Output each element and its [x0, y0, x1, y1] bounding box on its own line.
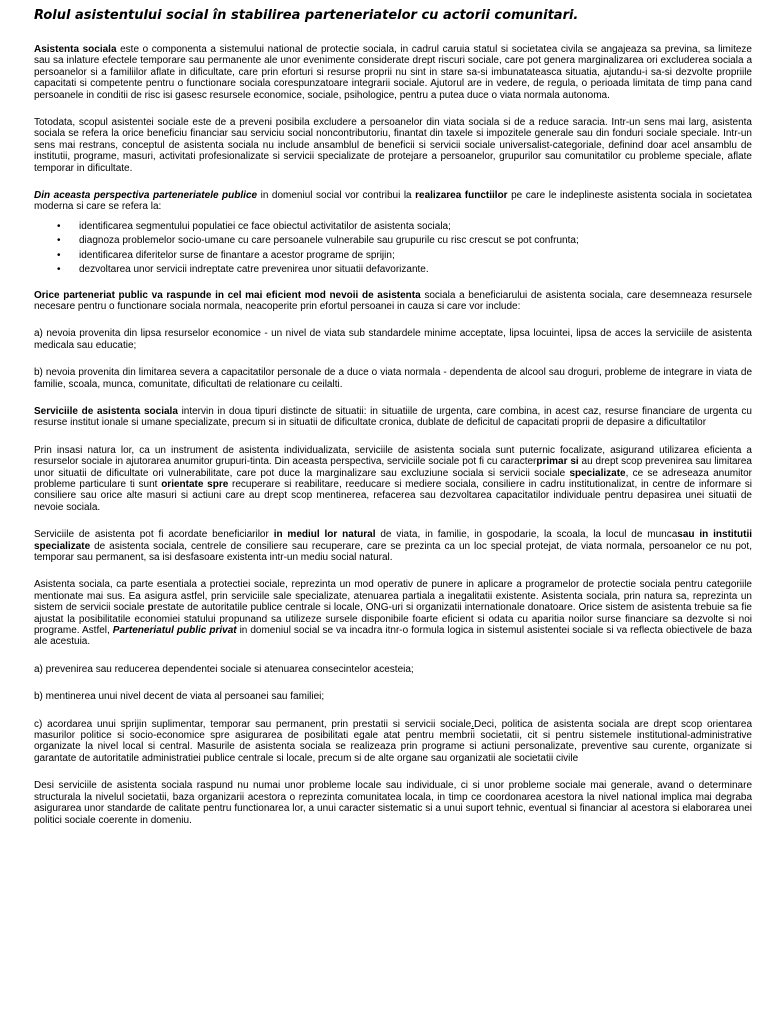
document-title: Rolul asistentului social în stabilirea parteneriatelor cu actorii comunitari.: [34, 8, 579, 23]
bullet-icon: •: [57, 249, 61, 261]
list-item: • dezvoltarea unor servicii indreptate catre prevenirea unor situatii defavorizante.: [57, 264, 429, 276]
list-item: • identificarea segmentului populatiei ce face obiectul activitatilor de asistenta sociala;: [57, 220, 451, 232]
paragraph-objective-b: b) mentinerea unui nivel decent de viata al persoanei sau familiei;: [34, 691, 325, 703]
paragraph-scope: Totodata, scopul asistentei sociale este de a preveni posibila excludere a persoanelor din viata sociala si de a reduce saracia. Intr-un sens mai larg, asistenta sociala se refera la orice beneficiu financiar sau serviciu social noncontributoriu, finantat din taxele si impozitele generale sau din fonduri sociale speciale. Intr-un sens mai restrans, conceptul de asistenta sociala nu include ansamblul de beneficii si servicii sociale universalist-categoriale, definind doar acel ansamblu de institutii, programe, masuri, activitati profesionalizate si servicii specializate de protejare a persoanelor, grupurilor sau comunitatilor cu probleme speciale, aflate temporar in dificultate.: [34, 117, 752, 174]
functions-list: [34, 221, 752, 276]
paragraph-social-protection: Asistenta sociala, ca parte esentiala a protectiei sociale, reprezinta un mod operativ de punere in aplicare a programelor de protectie sociala pentru categoriile mentionate mai sus. Ea asigura astfel, prin serviciile sale specializate, atenuarea partiala a inegalitatii existente. Asistenta sociala, prin natura sa, reprezinta un sistem de servicii sociale prestate de autoritatile publice centrale si locale, ONG-uri si organizatii internationale donatoare. Orice sistem de asistenta trebuie sa fie ajustat la posibilitatile economiei statului propunand sa utilizeze sursele disponibile foarte eficient si odata cu aparitia noilor surse financiare sa dezvolte si noi programe. Astfel, Parteneriatul public privat in domeniul social se va incadra itnr-o formula logica in sistemul asistentei sociale si va reflecta obiectivele de baza ale acestuia.: [34, 579, 752, 648]
paragraph-definition: Asistenta sociala este o componenta a sistemului national de protectie sociala, in cadrul caruia statul si societatea civila se angajeaza sa previna, sa limiteze sau sa inlature efectele temporare sau permanente ale unor evenimente considerate drept riscuri sociale, care pot genera marginalizarea ori excluderea sociala a persoanelor si a familiilor aflate in dificultate, care prin eforturi si resurse proprii nu sint in stare sa-si imbunatateasca situatia, ajutandu-i sa-si dezvolte propriile capacitati si competente pentru o functionare sociala corespunzatoare integrarii sociale. Ajutorul are in vedere, de regula, o perioada limitata de timp pana cand persoanele in conditii de risc isi gasesc resursele economice, sociale, psihologice, pentru a putea duce o viata normala autonoma.: [34, 44, 752, 101]
paragraph-services: Serviciile de asistenta sociala intervin in doua tipuri distincte de situatii: in situatiile de urgenta, care combina, in acest caz, resurse financiare de urgenta cu resurse institut ionale si umane specializate, precum si in situatii de dificultate cronica, dublate de deficitul de capacitati proprii de depasire a dificultatilor: [34, 405, 752, 429]
list-item: • identificarea diferitelor surse de finantare a acestor programe de sprijin;: [57, 249, 395, 261]
paragraph-partnership-need: Orice parteneriat public va raspunde in cel mai eficient mod nevoii de asistenta sociala a beneficiarului de asistenta sociala, care desemneaza resursele necesare pentru o functionare sociala normala, neacoperite prin efortul persoanei in cauza si care vor include:: [34, 289, 753, 312]
list-item: • diagnoza problemelor socio-umane cu care persoanele vulnerabile sau grupurile cu risc crescut se pot confrunta;: [57, 235, 579, 247]
paragraph-conclusion: Desi serviciile de asistenta sociala raspund nu numai unor probleme locale sau individuale, ci si unor probleme sociale mai generale, avand o determinare structurala la nivelul societatii, baza organizarii acestora o reprezinta comunitatea locala, in timp ce coordonarea acestora la nivel national implica mai degraba asigurarea unor standarde de calitate pentru functionarea lor, a unui caracter sistematic si a unui suport tehnic, eventual si financiar al acestora si elaborarea unei politici sociale coerente in domeniu.: [34, 780, 752, 826]
paragraph-objective-c: c) acordarea unui sprijin suplimentar, temporar sau permanent, prin prestatii si servicii sociale.Deci, politica de asistenta sociala are drept scop orientarea masurilor politice si socio-economice spre asigurarea de posibilitati egale atat pentru membrii societatii, cit si pentru sistemele institutional-administrative organizate la nivel local si central. Masurile de asistenta sociala se realizeaza prin programe si actiuni personalizate, preventive sau curente, organizate si garantate de autoritatile administratiei publice centrale si locale, precum si de alte organe sau organizatii ale societatii civile: [34, 718, 753, 764]
paragraph-services-environment: Serviciile de asistenta pot fi acordate beneficiarilor in mediul lor natural de viata, in familie, in gospodarie, la scoala, la locul de muncasau in institutii specializate de asistenta sociala, centrele de consiliere sau recuperare, care se prezinta ca un loc special protejat, de viata normala, persoanelor ce nu pot, temporar sau permanent, sa isi desfasoare existenta intr-un mediu social natural.: [34, 529, 752, 563]
paragraph-perspective: Din aceasta perspectiva parteneriatele publice in domeniul social vor contribui la realizarea functiilor pe care le indeplineste asistenta sociala in societatea moderna si care se refera la:: [34, 190, 752, 213]
bullet-icon: •: [57, 220, 61, 232]
paragraph-need-a: a) nevoia provenita din lipsa resurselor economice - un nivel de viata sub standardele minime acceptate, lipsa locuintei, lipsa de acces la serviciile de asistenta medicala sau educatie;: [34, 328, 752, 351]
paragraph-services-nature: Prin insasi natura lor, ca un instrument de asistenta individualizata, serviciile de asistenta sociala sunt puternic focalizate, asigurand utilizarea eficienta a resurselor sociale in ajutorarea anumitor grupuri-tinta. Din aceasta perspectiva, serviciile sociale pot fi cu caracterprimar si au drept scop prevenirea sau limitarea unor situatii de dificultate ori vulnerabilitate, care pot duce la marginalizare sau excluziune sociala si servicii sociale specializate, ce se adreseaza anumitor probleme particulare ti sunt orientate spre recuperare si reabilitare, reeducare si mediere sociala, consiliere in cadru institutionalizat, in centre de informare si consiliere sau orice alte masuri si actiuni care au drept scop mentinerea, refacerea sau dezvoltarea capacitatilor individuale pentru depasirea unei situatii de nevoie sociala.: [34, 444, 753, 513]
term-asistenta-sociala: Asistenta sociala: [34, 44, 117, 55]
bullet-icon: •: [57, 235, 61, 247]
paragraph-objective-a: a) prevenirea sau reducerea dependentei sociale si atenuarea consecintelor acesteia;: [34, 663, 414, 675]
bullet-icon: •: [57, 264, 61, 276]
paragraph-need-b: b) nevoia provenita din limitarea severa a capacitatilor personale de a duce o viata normala - dependenta de alcool sau droguri, probleme de integrare in viata de familie, scoala, munca, comunitate, dificultati de relationare cu ceilalti.: [34, 367, 752, 390]
